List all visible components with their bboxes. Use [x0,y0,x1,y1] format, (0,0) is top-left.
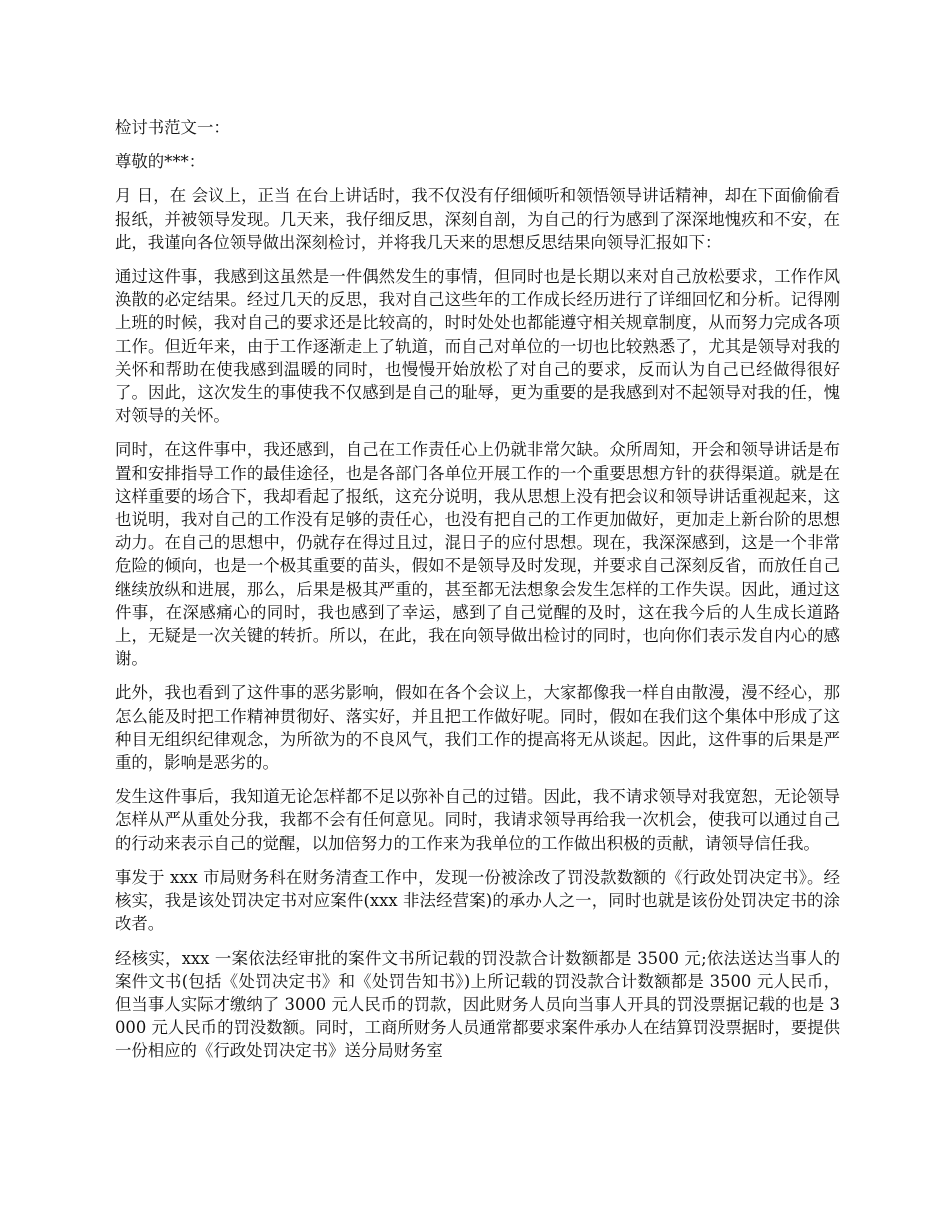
paragraph: 月 日，在 会议上，正当 在台上讲话时，我不仅没有仔细倾听和领悟领导讲话精神，却在下面偷偷看报纸，并被领导发现。几天来，我仔细反思，深刻自剖，为自己的行为感到了深深地愧疚和不安，在此，我谨向各位领导做出深刻检讨，并将我几天来的思想反思结果向领导汇报如下： [115,186,840,252]
paragraph: 同时，在这件事中，我还感到，自己在工作责任心上仍就非常欠缺。众所周知，开会和领导讲话是布置和安排指导工作的最佳途径，也是各部门各单位开展工作的一个重要思想方针的获得渠道。就是在这样重要的场合下，我却看起了报纸，这充分说明，我从思想上没有把会议和领导讲话重视起来，这也说明，我对自己的工作没有足够的责任心，也没有把自己的工作更加做好，更加走上新台阶的思想动力。在自己的思想中，仍就存在得过且过，混日子的应付思想。现在，我深深感到，这是一个非常危险的倾向，也是一个极其重要的苗头，假如不是领导及时发现，并要求自己深刻反省，而放任自己继续放纵和进展，那么，后果是极其严重的，甚至都无法想象会发生怎样的工作失误。因此，通过这件事，在深感痛心的同时，我也感到了幸运，感到了自己觉醒的及时，这在我今后的人生成长道路上，无疑是一次关键的转折。所以，在此，我在向领导做出检讨的同时，也向你们表示发自内心的感谢。 [115,440,840,669]
paragraph: 经核实，xxx 一案依法经审批的案件文书所记载的罚没款合计数额都是 3500 元;依法送达当事人的案件文书(包括《处罚决定书》和《处罚告知书》)上所记载的罚没款合计数额都是 3500 元人民币，但当事人实际才缴纳了 3000 元人民币的罚款，因此财务人员向当事人开具的罚没票据记载的也是 3000 元人民币的罚没数额。同时，工商所财务人员通常都要求案件承办人在结算罚没票据时，要提供一份相应的《行政处罚决定书》送分局财务室 [115,948,840,1061]
salutation: 尊敬的***： [115,152,206,172]
paragraph: 此外，我也看到了这件事的恶劣影响，假如在各个会议上，大家都像我一样自由散漫，漫不经心，那怎么能及时把工作精神贯彻好、落实好，并且把工作做好呢。同时，假如在我们这个集体中形成了这种目无组织纪律观念，为所欲为的不良风气，我们工作的提高将无从谈起。因此，这件事的后果是严重的，影响是恶劣的。 [115,683,840,773]
paragraph: 发生这件事后，我知道无论怎样都不足以弥补自己的过错。因此，我不请求领导对我宽恕，无论领导怎样从严从重处分我，我都不会有任何意见。同时，我请求领导再给我一次机会，使我可以通过自己的行动来表示自己的觉醒，以加倍努力的工作来为我单位的工作做出积极的贡献，请领导信任我。 [115,787,840,853]
paragraph: 事发于 xxx 市局财务科在财务清查工作中，发现一份被涂改了罚没款数额的《行政处罚决定书》。经核实，我是该处罚决定书对应案件(xxx 非法经营案)的承办人之一，同时也就是该份处罚决定书的涂改者。 [115,867,840,934]
document-body [115,116,840,1074]
document-title: 检讨书范文一： [115,118,230,137]
paragraph: 通过这件事，我感到这虽然是一件偶然发生的事情，但同时也是长期以来对自己放松要求，工作作风涣散的必定结果。经过几天的反思，我对自己这些年的工作成长经历进行了详细回忆和分析。记得刚上班的时候，我对自己的要求还是比较高的，时时处处也都能遵守相关规章制度，从而努力完成各项工作。但近年来，由于工作逐渐走上了轨道，而自己对单位的一切也比较熟悉了，尤其是领导对我的关怀和帮助在使我感到温暖的同时，也慢慢开始放松了对自己的要求，反而认为自己已经做得很好了。因此，这次发生的事使我不仅感到是自己的耻辱，更为重要的是我感到对不起领导对我的任，愧对领导的关怀。 [115,267,840,426]
